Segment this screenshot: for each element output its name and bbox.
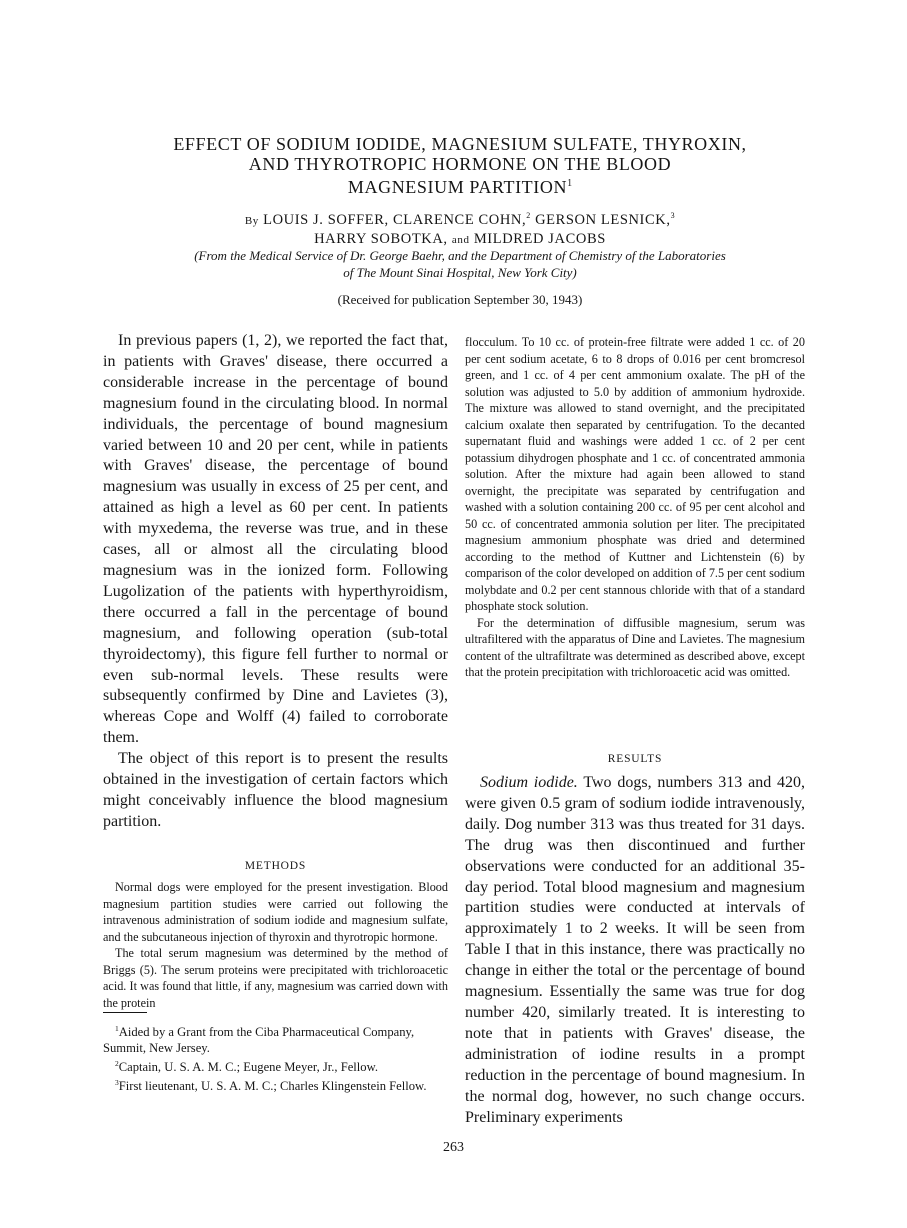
methods-paragraph-1: Normal dogs were employed for the present investigation. Blood magnesium partition studies were carried out following the intravenous administration of sodium iodide and magnesium sulfate, and the subcutaneous injection of thyroxin and thyrotropic hormone.: [103, 880, 448, 944]
results-paragraph-1-text: Two dogs, numbers 313 and 420, were given 0.5 gram of sodium iodide intravenously, daily. Dog number 313 was thus treated for 31 days. The drug was then discontinued and further observations were conducted for an additional 35-day period. Total blood magnesium and magnesium partition studies were conducted at intervals of approximately 1 to 2 weeks. It will be seen from Table I that in this instance, there was practically no change in either the total or the percentage of bound magnesium. Essentially the same was true for dog number 420, similarly treated. It is interesting to note that in patients with Graves' disease, the administration of iodine results in a prompt reduction in the percentage of bound magnesium. In the normal dog, however, no such change occurs. Preliminary experiments: [465, 774, 805, 1126]
results-lead-sodium-iodide: Sodium iodide.: [480, 774, 578, 791]
article-title: [100, 134, 820, 197]
footnote-1: [103, 1021, 448, 1056]
footnote-3: [103, 1075, 448, 1094]
right-column-methods: [465, 334, 805, 681]
author-2: GERSON LESNICK,: [530, 211, 671, 228]
received-date: (Received for publication September 30, 1943): [337, 292, 583, 307]
author-4: MILDRED JACOBS: [473, 230, 606, 247]
author-1: LOUIS J. SOFFER, CLARENCE COHN,: [263, 211, 527, 228]
title-line-2: AND THYROTROPIC HORMONE ON THE BLOOD: [248, 154, 672, 174]
affiliation-line-2: of The Mount Sinai Hospital, New York City): [343, 265, 577, 280]
title-line-1: EFFECT OF SODIUM IODIDE, MAGNESIUM SULFATE, THYROXIN,: [173, 134, 747, 154]
footnote-divider: [103, 1012, 147, 1013]
methods-heading: METHODS: [244, 860, 307, 872]
author-and: and: [451, 233, 470, 246]
title-footnote-mark[interactable]: 1: [567, 178, 573, 189]
footnote-3-mark: 3: [115, 1078, 119, 1088]
results-heading: RESULTS: [607, 753, 663, 765]
footnote-1-text: Aided by a Grant from the Ciba Pharmaceutical Company, Summit, New Jersey.: [103, 1025, 415, 1056]
footnote-2-text: Captain, U. S. A. M. C.; Eugene Meyer, Jr., Fellow.: [118, 1060, 379, 1075]
results-paragraph-1: [465, 773, 805, 1128]
footnote-2-mark: 2: [115, 1059, 119, 1069]
methods-section: [103, 860, 448, 1011]
footnote-3-text: First lieutenant, U. S. A. M. C.; Charles Klingenstein Fellow.: [118, 1079, 427, 1094]
author-mark-2[interactable]: 2: [526, 211, 531, 220]
intro-paragraph-1: In previous papers (1, 2), we reported the fact that, in patients with Graves' disease, there occurred a considerable increase in the percentage of bound magnesium found in the circulating blood. In normal individuals, the percentage of bound magnesium varied between 10 and 20 per cent, while in patients with Graves' disease, the percentage of bound magnesium was usually in excess of 25 per cent, and attained as high a level as 60 per cent. In patients with myxedema, the reverse was true, and in these cases, all or almost all the circulating blood magnesium was in the ionized form. Following Lugolization of the patients with hyperthyroidism, there occurred a fall in the percentage of bound magnesium, and following operation (sub-total thyroidectomy), this figure fell further to normal or even sub-normal levels. These results were subsequently confirmed by Dine and Lavietes (3), whereas Cope and Wolff (4) failed to corroborate them.: [103, 332, 448, 747]
footnote-1-mark: 1: [115, 1024, 119, 1033]
footnote-2: [103, 1056, 448, 1075]
title-line-3: MAGNESIUM PARTITION: [347, 177, 568, 197]
author-3: HARRY SOBOTKA,: [314, 230, 448, 247]
affiliation: [100, 247, 820, 281]
affiliation-line-1: (From the Medical Service of Dr. George Baehr, and the Department of Chemistry of the Laboratories: [194, 248, 726, 263]
footnotes: [103, 1021, 448, 1095]
author-list: [100, 207, 820, 249]
methods-continued: flocculum. To 10 cc. of protein-free filtrate were added 1 cc. of 20 per cent sodium acetate, 6 to 8 drops of 0.016 per cent bromcresol green, and 1 cc. of 4 per cent ammonium oxalate. The pH of the solution was adjusted to 5.0 by addition of ammonium hydroxide. The mixture was allowed to stand overnight, and the precipitated calcium oxalate then separated by centrifugation. To the decanted supernatant fluid and washings were added 1 cc. of 2 per cent potassium dihydrogen phosphate and 1 cc. of concentrated ammonia solution. After the mixture had again been allowed to stand overnight, the precipitate was separated by centrifugation and washed with a solution containing 200 cc. of 95 per cent alcohol and 50 cc. of concentrated ammonia solution per liter. The precipitated magnesium ammonium phosphate was dried and determined according to the method of Kuttner and Lichtenstein (6) by comparison of the color developed on addition of 7.5 per cent sodium molybdate and 0.2 per cent stannous chloride with that of a standard phosphate stock solution.: [465, 335, 805, 613]
author-mark-3[interactable]: 3: [670, 211, 676, 220]
methods-paragraph-2: The total serum magnesium was determined by the method of Briggs (5). The serum proteins were precipitated with trichloroacetic acid. It was found that little, if any, magnesium was carried down with the protein: [103, 946, 448, 1010]
page-number: 263: [443, 1140, 464, 1155]
methods-paragraph-3: For the determination of diffusible magnesium, serum was ultrafiltered with the apparatus of Dine and Lavietes. The magnesium content of the ultrafiltrate was determined as described above, except that the protein precipitation with trichloroacetic acid was omitted.: [465, 615, 805, 679]
left-column: [103, 331, 448, 833]
intro-paragraph-2: The object of this report is to present the results obtained in the investigation of certain factors which might conceivably influence the blood magnesium partition.: [103, 750, 448, 830]
results-section: [465, 753, 805, 1128]
author-by: By: [244, 214, 259, 227]
